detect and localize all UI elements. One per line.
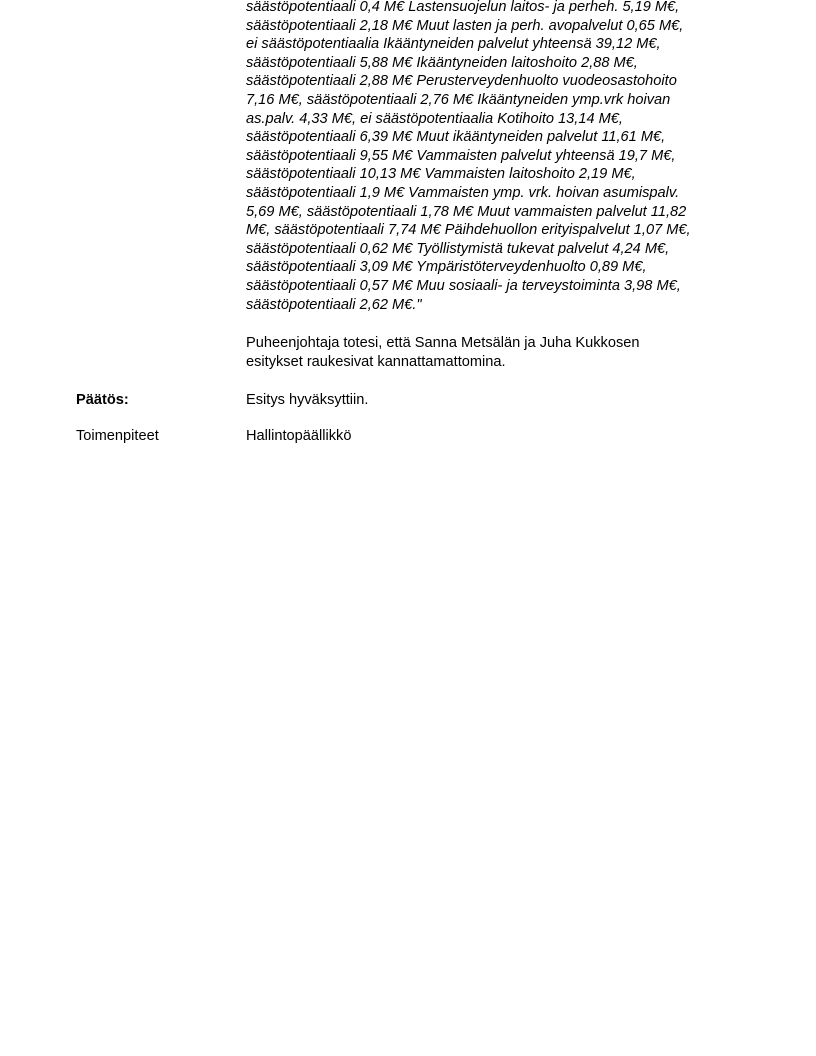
decision-value: Esitys hyväksyttiin. bbox=[246, 392, 369, 408]
quote-line: säästöpotentiaali 6,39 M€ Muut ikääntyneiden palvelut 11,61 M€, bbox=[246, 129, 666, 146]
quote-line: säästöpotentiaali 9,55 M€ Vammaisten palvelut yhteensä 19,7 M€, bbox=[246, 147, 676, 164]
quoted-proposal-text bbox=[246, 0, 746, 314]
quote-line: säästöpotentiaali 5,88 M€ Ikääntyneiden laitoshoito 2,88 M€, bbox=[246, 54, 638, 71]
chair-statement bbox=[246, 334, 746, 371]
quote-line: säästöpotentiaali 2,62 M€." bbox=[246, 296, 422, 313]
actions-label: Toimenpiteet bbox=[76, 428, 159, 444]
quote-line: säästöpotentiaali 0,4 M€ Lastensuojelun laitos- ja perheh. 5,19 M€, bbox=[246, 0, 680, 15]
decision-label: Päätös: bbox=[76, 392, 129, 408]
actions-value: Hallintopäällikkö bbox=[246, 428, 352, 444]
quote-line: säästöpotentiaali 3,09 M€ Ympäristöterveydenhuolto 0,89 M€, bbox=[246, 259, 647, 276]
quote-line: ei säästöpotentiaalia Ikääntyneiden palvelut yhteensä 39,12 M€, bbox=[246, 36, 661, 53]
chair-statement-line: Puheenjohtaja totesi, että Sanna Metsälän ja Juha Kukkosen bbox=[246, 335, 640, 351]
quote-line: säästöpotentiaali 0,57 M€ Muu sosiaali- ja terveystoiminta 3,98 M€, bbox=[246, 277, 681, 294]
quote-line: säästöpotentiaali 2,88 M€ Perusterveydenhuolto vuodeosastohoito bbox=[246, 73, 677, 90]
quote-line: säästöpotentiaali 1,9 M€ Vammaisten ymp. vrk. hoivan asumispalv. bbox=[246, 184, 680, 201]
quote-line: as.palv. 4,33 M€, ei säästöpotentiaalia Kotihoito 13,14 M€, bbox=[246, 110, 623, 127]
chair-statement-line: esitykset raukesivat kannattamattomina. bbox=[246, 353, 506, 370]
quote-line: säästöpotentiaali 10,13 M€ Vammaisten laitoshoito 2,19 M€, bbox=[246, 166, 636, 183]
quote-line: M€, säästöpotentiaali 7,74 M€ Päihdehuollon erityispalvelut 1,07 M€, bbox=[246, 222, 691, 239]
quote-line: 5,69 M€, säästöpotentiaali 1,78 M€ Muut vammaisten palvelut 11,82 bbox=[246, 203, 687, 220]
quote-line: säästöpotentiaali 0,62 M€ Työllistymistä tukevat palvelut 4,24 M€, bbox=[246, 240, 670, 257]
quote-line: 7,16 M€, säästöpotentiaali 2,76 M€ Ikääntyneiden ymp.vrk hoivan bbox=[246, 91, 671, 108]
quote-line: säästöpotentiaali 2,18 M€ Muut lasten ja perh. avopalvelut 0,65 M€, bbox=[246, 17, 684, 34]
